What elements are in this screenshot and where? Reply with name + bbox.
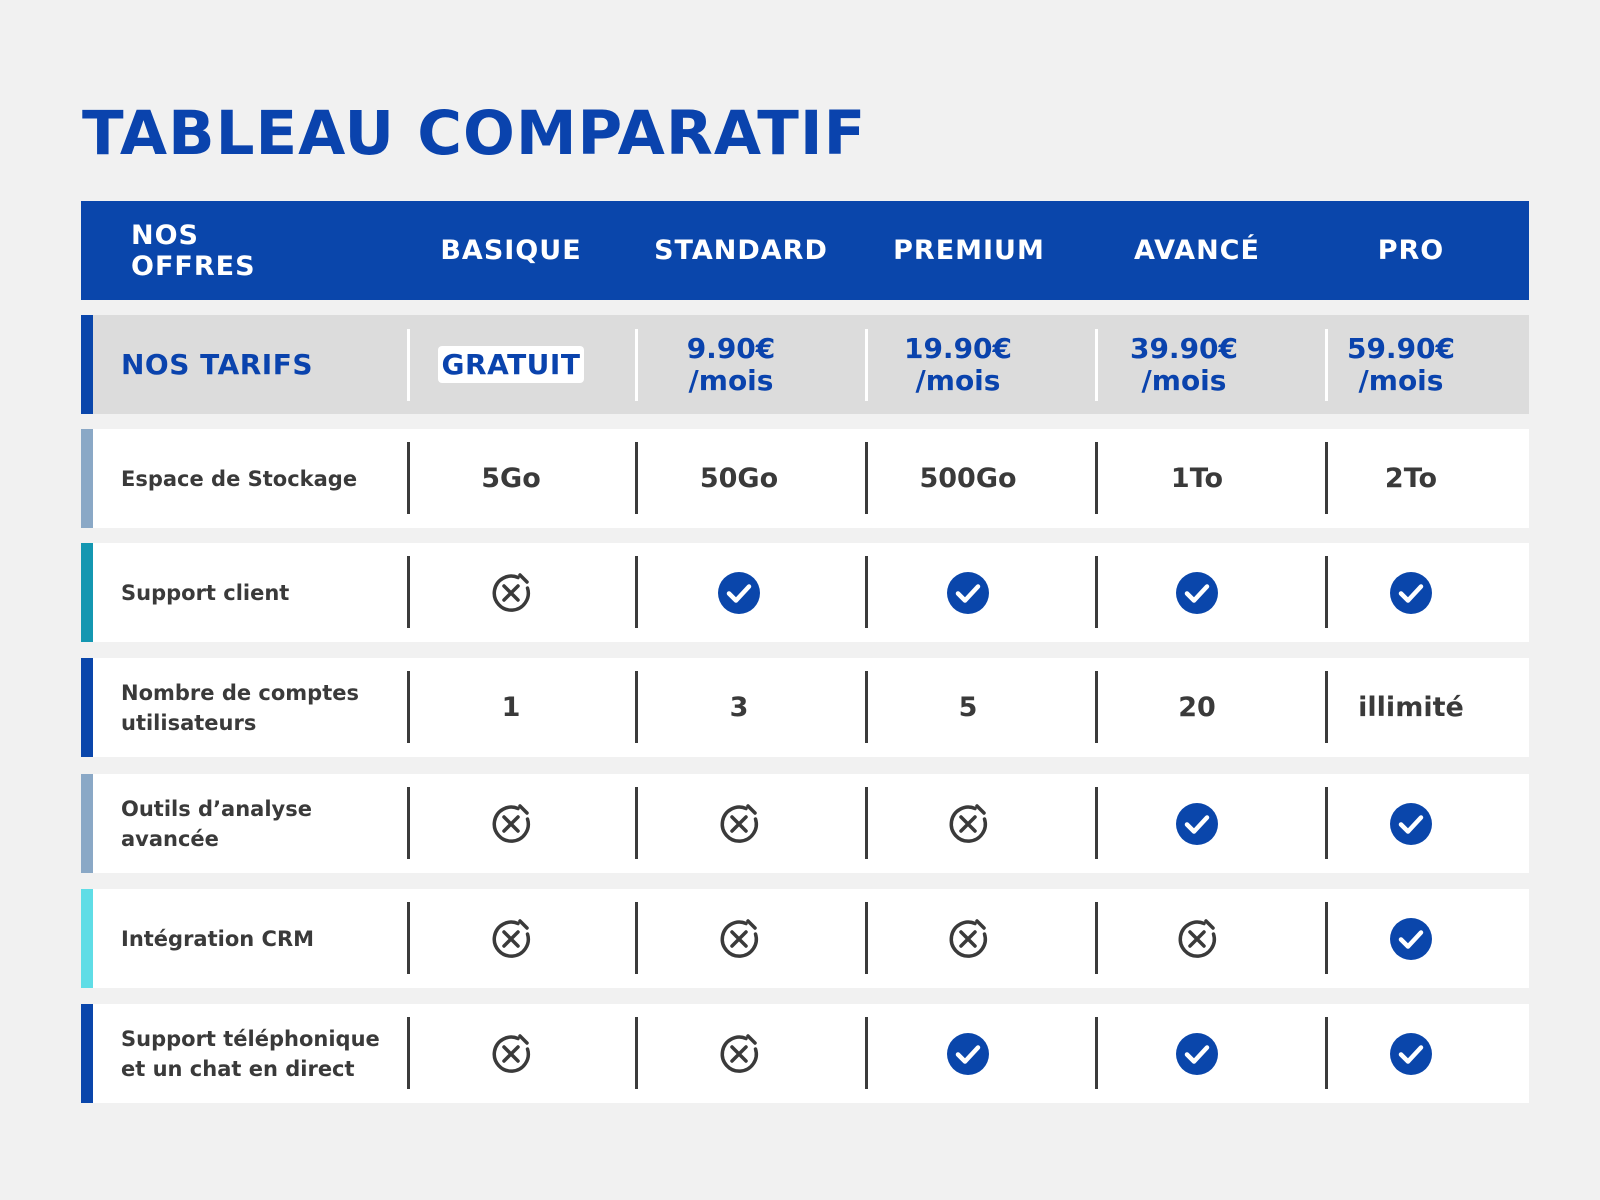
cell-premium xyxy=(868,1004,1068,1103)
check-circle-icon xyxy=(1389,917,1433,961)
cell-pro xyxy=(1311,1004,1511,1103)
column-divider xyxy=(635,442,638,514)
check-circle-icon xyxy=(1389,802,1433,846)
cell-premium xyxy=(868,774,1068,873)
price-premium xyxy=(858,315,1058,414)
feature-label: Outils d’analyse avancée xyxy=(121,796,312,851)
cell-value: 3 xyxy=(729,692,749,723)
check-circle-icon xyxy=(1175,571,1219,615)
check-circle-icon xyxy=(1175,1032,1219,1076)
column-divider xyxy=(407,442,410,514)
cell-pro xyxy=(1311,889,1511,988)
feature-label: Nombre de comptes utilisateurs xyxy=(121,680,359,735)
check-circle-icon xyxy=(1175,802,1219,846)
cross-circle-icon xyxy=(489,1032,533,1076)
plan-header-standard: STANDARD xyxy=(654,235,828,266)
cross-circle-icon xyxy=(1175,917,1219,961)
cell-pro xyxy=(1311,543,1511,642)
feature-label: Support téléphonique et un chat en direct xyxy=(121,1026,380,1081)
cell-avance xyxy=(1097,1004,1297,1103)
cell-value: 1To xyxy=(1170,463,1224,494)
column-divider xyxy=(407,556,410,628)
price-period: /mois xyxy=(915,363,1001,397)
column-divider xyxy=(635,787,638,859)
cell-value: 1 xyxy=(501,692,521,723)
cell-standard xyxy=(639,658,839,757)
page-title: TABLEAU COMPARATIF xyxy=(82,98,867,169)
cell-avance xyxy=(1097,543,1297,642)
plan-header-basique: BASIQUE xyxy=(440,235,582,266)
price-amount: 59.90€ xyxy=(1346,331,1456,365)
cell-value: 20 xyxy=(1178,692,1216,723)
cell-avance xyxy=(1097,658,1297,757)
cell-avance xyxy=(1097,429,1297,528)
column-divider xyxy=(407,671,410,743)
cross-circle-icon xyxy=(717,917,761,961)
cell-basique xyxy=(411,774,611,873)
plan-header-pro: PRO xyxy=(1377,235,1445,266)
cell-value: illimité xyxy=(1358,692,1464,723)
free-badge: GRATUIT xyxy=(438,346,585,383)
row-accent xyxy=(81,315,93,414)
check-circle-icon xyxy=(946,571,990,615)
price-basique xyxy=(411,315,611,414)
cross-circle-icon xyxy=(717,802,761,846)
price-amount: 39.90€ xyxy=(1129,331,1239,365)
column-divider xyxy=(407,787,410,859)
cell-premium xyxy=(868,543,1068,642)
row-accent xyxy=(81,889,93,988)
feature-row-nombre-de-comptes-utilisateurs xyxy=(81,658,1529,757)
cross-circle-icon xyxy=(946,802,990,846)
cell-basique xyxy=(411,429,611,528)
cross-circle-icon xyxy=(489,802,533,846)
feature-row-support-client xyxy=(81,543,1529,642)
price-pro xyxy=(1301,315,1501,414)
cell-premium xyxy=(868,889,1068,988)
price-amount: 9.90€ xyxy=(686,331,776,365)
check-circle-icon xyxy=(1389,571,1433,615)
cell-standard xyxy=(639,543,839,642)
cross-circle-icon xyxy=(717,1032,761,1076)
feature-label: Intégration CRM xyxy=(121,926,315,951)
price-period: /mois xyxy=(1141,363,1227,397)
check-circle-icon xyxy=(717,571,761,615)
cell-pro xyxy=(1311,429,1511,528)
row-accent xyxy=(81,429,93,528)
feature-label: Support client xyxy=(121,580,290,605)
row-accent xyxy=(81,774,93,873)
cross-circle-icon xyxy=(489,917,533,961)
check-circle-icon xyxy=(946,1032,990,1076)
cell-value: 5 xyxy=(958,692,978,723)
cell-value: 50Go xyxy=(699,463,779,494)
cell-value: 5Go xyxy=(481,463,541,494)
cell-value: 500Go xyxy=(919,463,1017,494)
cell-premium xyxy=(868,658,1068,757)
cell-premium xyxy=(868,429,1068,528)
price-period: /mois xyxy=(1358,363,1444,397)
cell-standard xyxy=(639,429,839,528)
cell-basique xyxy=(411,658,611,757)
check-circle-icon xyxy=(1389,1032,1433,1076)
column-divider xyxy=(407,902,410,974)
plans-header xyxy=(81,201,1529,300)
tarifs-label: NOS TARIFS xyxy=(121,347,314,381)
cell-pro xyxy=(1311,774,1511,873)
cell-basique xyxy=(411,889,611,988)
feature-row-support-telephonique-et-un-chat-en-direct xyxy=(81,1004,1529,1103)
row-accent xyxy=(81,1004,93,1103)
column-divider xyxy=(635,556,638,628)
price-avance xyxy=(1084,315,1284,414)
plan-header-premium: PREMIUM xyxy=(893,235,1045,266)
feature-row-outils-d-analyse-avancee xyxy=(81,774,1529,873)
column-divider xyxy=(635,671,638,743)
price-standard xyxy=(631,315,831,414)
feature-row-integration-crm xyxy=(81,889,1529,988)
price-period: /mois xyxy=(688,363,774,397)
row-accent xyxy=(81,543,93,642)
cross-circle-icon xyxy=(489,571,533,615)
cell-standard xyxy=(639,774,839,873)
feature-row-espace-de-stockage xyxy=(81,429,1529,528)
cross-circle-icon xyxy=(946,917,990,961)
tarifs-row xyxy=(81,315,1529,414)
row-accent xyxy=(81,658,93,757)
cell-standard xyxy=(639,889,839,988)
column-divider xyxy=(635,902,638,974)
cell-avance xyxy=(1097,889,1297,988)
header-label-offres: NOS OFFRES xyxy=(131,219,256,282)
price-amount: 19.90€ xyxy=(903,331,1013,365)
cell-standard xyxy=(639,1004,839,1103)
cell-basique xyxy=(411,543,611,642)
cell-basique xyxy=(411,1004,611,1103)
feature-label: Espace de Stockage xyxy=(121,466,358,491)
cell-value: 2To xyxy=(1384,463,1438,494)
column-divider xyxy=(407,1017,410,1089)
column-divider xyxy=(407,329,410,401)
cell-avance xyxy=(1097,774,1297,873)
plan-header-avance: AVANCÉ xyxy=(1134,235,1260,266)
cell-pro xyxy=(1311,658,1511,757)
column-divider xyxy=(635,1017,638,1089)
